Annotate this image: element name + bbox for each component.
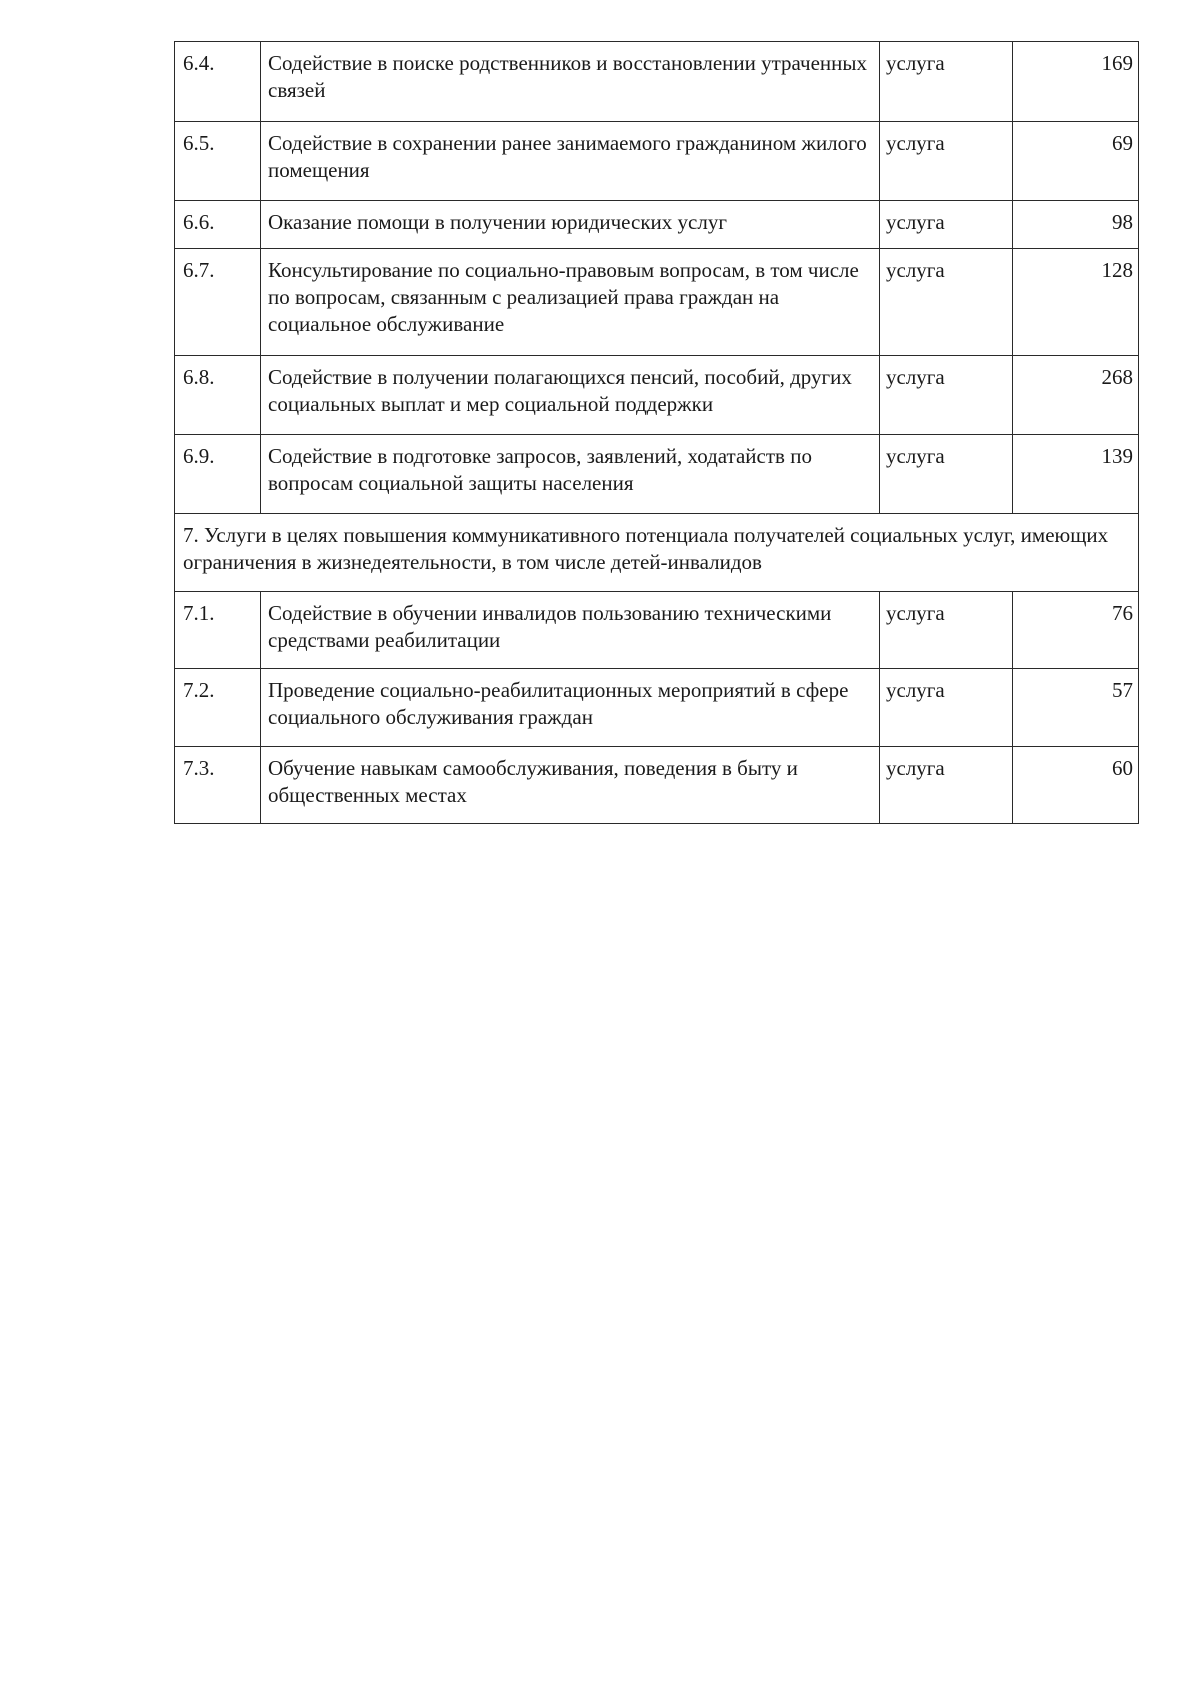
table-row bbox=[175, 356, 1139, 435]
row-number: 6.6. bbox=[175, 201, 261, 249]
service-unit: услуга bbox=[880, 592, 1013, 669]
service-value: 98 bbox=[1013, 201, 1139, 249]
service-name: Консультирование по социально-правовым вопросам, в том числе по вопросам, связанным с реализацией права граждан на социальное обслуживание bbox=[261, 249, 880, 356]
services-table bbox=[174, 41, 1139, 824]
row-number: 7.3. bbox=[175, 747, 261, 824]
service-unit: услуга bbox=[880, 201, 1013, 249]
service-value: 128 bbox=[1013, 249, 1139, 356]
service-unit: услуга bbox=[880, 42, 1013, 122]
table-row bbox=[175, 669, 1139, 747]
section-title: 7. Услуги в целях повышения коммуникативного потенциала получателей социальных услуг, имеющих ограничения в жизнедеятельности, в том числе детей-инвалидов bbox=[175, 514, 1139, 592]
row-number: 6.8. bbox=[175, 356, 261, 435]
service-name: Обучение навыкам самообслуживания, поведения в быту и общественных местах bbox=[261, 747, 880, 824]
service-name: Содействие в поиске родственников и восстановлении утраченных связей bbox=[261, 42, 880, 122]
table-row bbox=[175, 747, 1139, 824]
row-number: 7.2. bbox=[175, 669, 261, 747]
service-unit: услуга bbox=[880, 669, 1013, 747]
service-value: 76 bbox=[1013, 592, 1139, 669]
table-row bbox=[175, 592, 1139, 669]
table-row bbox=[175, 201, 1139, 249]
service-unit: услуга bbox=[880, 249, 1013, 356]
service-value: 57 bbox=[1013, 669, 1139, 747]
service-unit: услуга bbox=[880, 122, 1013, 201]
service-unit: услуга bbox=[880, 435, 1013, 514]
table-row bbox=[175, 122, 1139, 201]
service-name: Оказание помощи в получении юридических услуг bbox=[261, 201, 880, 249]
service-name: Содействие в подготовке запросов, заявлений, ходатайств по вопросам социальной защиты населения bbox=[261, 435, 880, 514]
service-value: 60 bbox=[1013, 747, 1139, 824]
service-unit: услуга bbox=[880, 747, 1013, 824]
table-row bbox=[175, 435, 1139, 514]
service-value: 169 bbox=[1013, 42, 1139, 122]
service-name: Проведение социально-реабилитационных мероприятий в сфере социального обслуживания граждан bbox=[261, 669, 880, 747]
table-row bbox=[175, 249, 1139, 356]
service-name: Содействие в обучении инвалидов пользованию техническими средствами реабилитации bbox=[261, 592, 880, 669]
service-name: Содействие в сохранении ранее занимаемого гражданином жилого помещения bbox=[261, 122, 880, 201]
row-number: 6.5. bbox=[175, 122, 261, 201]
service-value: 69 bbox=[1013, 122, 1139, 201]
table-row bbox=[175, 42, 1139, 122]
row-number: 7.1. bbox=[175, 592, 261, 669]
section-header-row bbox=[175, 514, 1139, 592]
row-number: 6.4. bbox=[175, 42, 261, 122]
row-number: 6.7. bbox=[175, 249, 261, 356]
service-unit: услуга bbox=[880, 356, 1013, 435]
service-name: Содействие в получении полагающихся пенсий, пособий, других социальных выплат и мер социальной поддержки bbox=[261, 356, 880, 435]
row-number: 6.9. bbox=[175, 435, 261, 514]
service-value: 139 bbox=[1013, 435, 1139, 514]
service-value: 268 bbox=[1013, 356, 1139, 435]
